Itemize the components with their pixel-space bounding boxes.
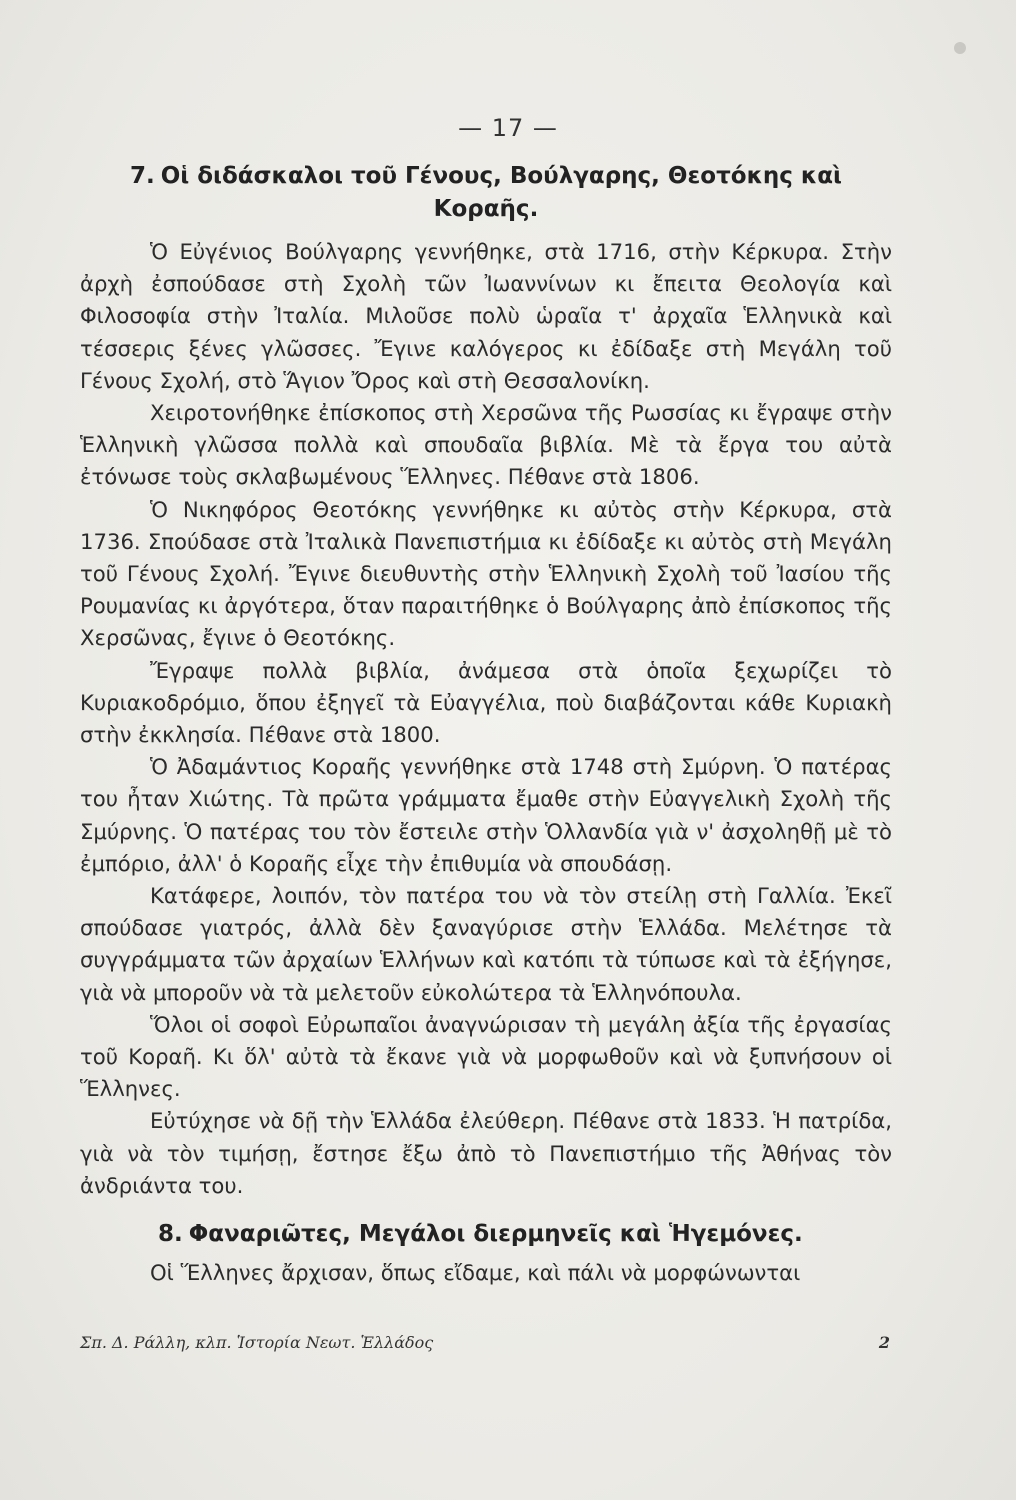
page-body [80, 160, 892, 1289]
book-signature: Σπ. Δ. Ράλλη, κλπ. Ἱστορία Νεωτ. Ἑλλάδος [80, 1333, 434, 1352]
section-title: Οἱ διδάσκαλοι τοῦ Γένους, Βούλγαρης, Θεοτόκης καὶ Κοραῆς. [160, 163, 843, 222]
page-footer [80, 1333, 890, 1352]
section-number: 7. [129, 163, 155, 189]
section-heading-8 [80, 1218, 892, 1251]
page-blemish [954, 42, 966, 54]
paragraph: Ὁ Ἀδαμάντιος Κοραῆς γεννήθηκε στὰ 1748 στὴ Σμύρνη. Ὁ πατέρας του ἦταν Χιώτης. Τὰ πρῶτα γράμματα ἔμαθε στὴν Εὐαγγελικὴ Σχολὴ τῆς Σμύρνης. Ὁ πατέρας του τὸν ἔστειλε στὴν Ὁλλανδία γιὰ ν' ἀσχοληθῇ μὲ τὸ ἐμπόριο, ἀλλ' ὁ Κοραῆς εἶχε τὴν ἐπιθυμία νὰ σπουδάσῃ. [80, 754, 892, 876]
paragraph: Κατάφερε, λοιπόν, τὸν πατέρα του νὰ τὸν στείλῃ στὴ Γαλλία. Ἐκεῖ σπούδασε γιατρός, ἀλλὰ δὲν ξαναγύρισε στὴν Ἑλλάδα. Μελέτησε τὰ συγγράμματα τῶν ἀρχαίων Ἑλλήνων καὶ κατόπι τὰ τύπωσε καὶ τὰ ἐξήγησε, γιὰ νὰ μποροῦν νὰ τὰ μελετοῦν εὐκολώτερα τὰ Ἑλληνόπουλα. [80, 883, 892, 1005]
paragraph: Οἱ Ἕλληνες ἄρχισαν, ὅπως εἴδαμε, καὶ πάλι νὰ μορφώνωνται [150, 1260, 801, 1286]
section-title: Φαναριῶτες, Μεγάλοι διερμηνεῖς καὶ Ἡγεμόνες. [188, 1221, 803, 1248]
paragraph: Ὁ Εὐγένιος Βούλγαρης γεννήθηκε, στὰ 1716, στὴν Κέρκυρα. Στὴν ἀρχὴ ἐσπούδασε στὴ Σχολὴ τῶν Ἰωαννίνων κι ἔπειτα Θεολογία καὶ Φιλοσοφία στὴν Ἰταλία. Μιλοῦσε πολὺ ὡραῖα τ' ἀρχαῖα Ἑλληνικὰ καὶ τέσσερις ξένες γλῶσσες. Ἔγινε καλόγερος κι ἐδίδαξε στὴ Μεγάλη τοῦ Γένους Σχολή, στὸ Ἅγιον Ὄρος καὶ στὴ Θεσσαλονίκη. [80, 239, 892, 393]
paragraph: Χειροτονήθηκε ἐπίσκοπος στὴ Χερσῶνα τῆς Ρωσσίας κι ἔγραψε στὴν Ἑλληνικὴ γλῶσσα πολλὰ καὶ σπουδαῖα βιβλία. Μὲ τὰ ἔργα του αὐτὰ ἐτόνωσε τοὺς σκλαβωμένους Ἕλληνες. Πέθανε στὰ 1806. [80, 400, 892, 490]
sheet-number: 2 [878, 1333, 890, 1352]
paragraph: Ἔγραψε πολλὰ βιβλία, ἀνάμεσα στὰ ὁποῖα ξεχωρίζει τὸ Κυριακοδρόμιο, ὅπου ἐξηγεῖ τὰ Εὐαγγέλια, ποὺ διαβάζονται κάθε Κυριακὴ στὴν ἐκκλησία. Πέθανε στὰ 1800. [80, 657, 892, 748]
paragraph: Ὁ Νικηφόρος Θεοτόκης γεννήθηκε κι αὐτὸς στὴν Κέρκυρα, στὰ 1736. Σπούδασε στὰ Ἰταλικὰ Πανεπιστήμια κι ἐδίδαξε κι αὐτὸς στὴ Μεγάλη τοῦ Γένους Σχολή. Ἔγινε διευθυντὴς στὴν Ἑλληνικὴ Σχολὴ τοῦ Ἰασίου τῆς Ρουμανίας κι ἀργότερα, ὅταν παραιτήθηκε ὁ Βούλγαρης ἀπὸ ἐπίσκοπος τῆς Χερσῶνας, ἔγινε ὁ Θεοτόκης. [80, 496, 892, 651]
section-heading-7 [80, 160, 892, 226]
section-number: 8. [158, 1221, 183, 1248]
paragraph: Ὅλοι οἱ σοφοὶ Εὐρωπαῖοι ἀναγνώρισαν τὴ μεγάλη ἀξία τῆς ἐργασίας τοῦ Κοραῆ. Κι ὅλ' αὐτὰ τὰ ἔκανε γιὰ νὰ μορφωθοῦν καὶ νὰ ξυπνήσουν οἱ Ἕλληνες. [80, 1011, 892, 1102]
page-number: — 17 — [458, 114, 558, 142]
paragraph: Εὐτύχησε νὰ δῇ τὴν Ἑλλάδα ἐλεύθερη. Πέθανε στὰ 1833. Ἡ πατρίδα, γιὰ νὰ τὸν τιμήσῃ, ἔστησε ἔξω ἀπὸ τὸ Πανεπιστήμιο τῆς Ἀθήνας τὸν ἀνδριάντα του. [80, 1108, 892, 1198]
